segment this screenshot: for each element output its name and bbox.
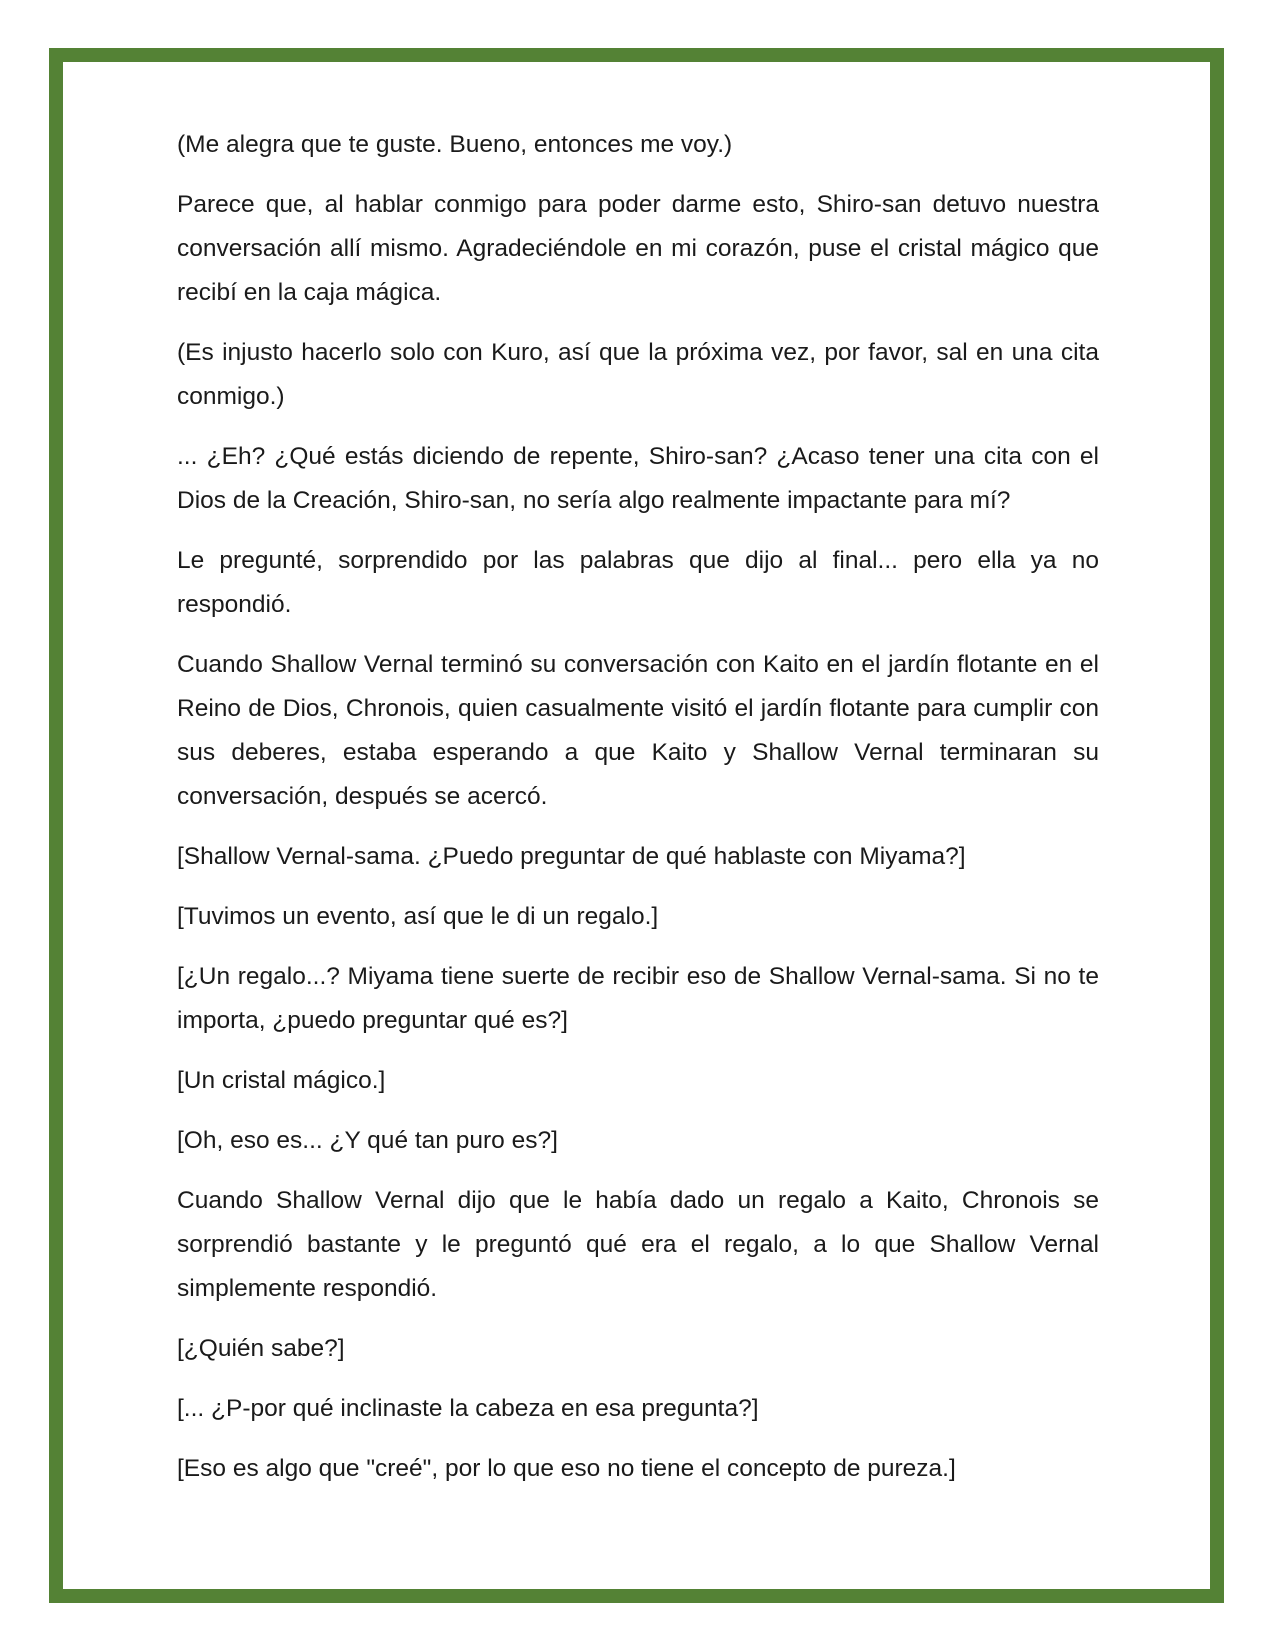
paragraph: ... ¿Eh? ¿Qué estás diciendo de repente, Shiro-san? ¿Acaso tener una cita con el Dios de la Creación, Shiro-san, no sería algo realmente impactante para mí?: [177, 443, 1099, 514]
paragraph: [Shallow Vernal-sama. ¿Puedo preguntar de qué hablaste con Miyama?]: [177, 843, 966, 870]
paragraph: Parece que, al hablar conmigo para poder darme esto, Shiro-san detuvo nuestra conversación allí mismo. Agradeciéndole en mi corazón, puse el cristal mágico que recibí en la caja mágica.: [177, 191, 1099, 306]
paragraph: [... ¿P-por qué inclinaste la cabeza en esa pregunta?]: [177, 1395, 759, 1422]
paragraph: Cuando Shallow Vernal dijo que le había dado un regalo a Kaito, Chronois se sorprendió bastante y le preguntó qué era el regalo, a lo que Shallow Vernal simplemente respondió.: [177, 1187, 1099, 1302]
paragraph: [Eso es algo que "creé", por lo que eso no tiene el concepto de pureza.]: [177, 1455, 956, 1482]
paragraph: Cuando Shallow Vernal terminó su conversación con Kaito en el jardín flotante en el Reino de Dios, Chronois, quien casualmente visitó el jardín flotante para cumplir con sus deberes, estaba esperando a que Kaito y Shallow Vernal terminaran su conversación, después se acercó.: [177, 651, 1099, 810]
paragraph: (Es injusto hacerlo solo con Kuro, así que la próxima vez, por favor, sal en una cita conmigo.): [177, 339, 1099, 410]
paragraph: Le pregunté, sorprendido por las palabras que dijo al final... pero ella ya no respondió.: [177, 547, 1099, 618]
paragraph: (Me alegra que te guste. Bueno, entonces me voy.): [177, 131, 733, 158]
paragraph: [¿Quién sabe?]: [177, 1335, 345, 1362]
document-body: [177, 123, 1099, 1507]
paragraph: [Oh, eso es... ¿Y qué tan puro es?]: [177, 1127, 558, 1154]
paragraph: [¿Un regalo...? Miyama tiene suerte de recibir eso de Shallow Vernal-sama. Si no te importa, ¿puedo preguntar qué es?]: [177, 963, 1099, 1034]
paragraph: [Tuvimos un evento, así que le di un regalo.]: [177, 903, 659, 930]
paragraph: [Un cristal mágico.]: [177, 1067, 386, 1094]
